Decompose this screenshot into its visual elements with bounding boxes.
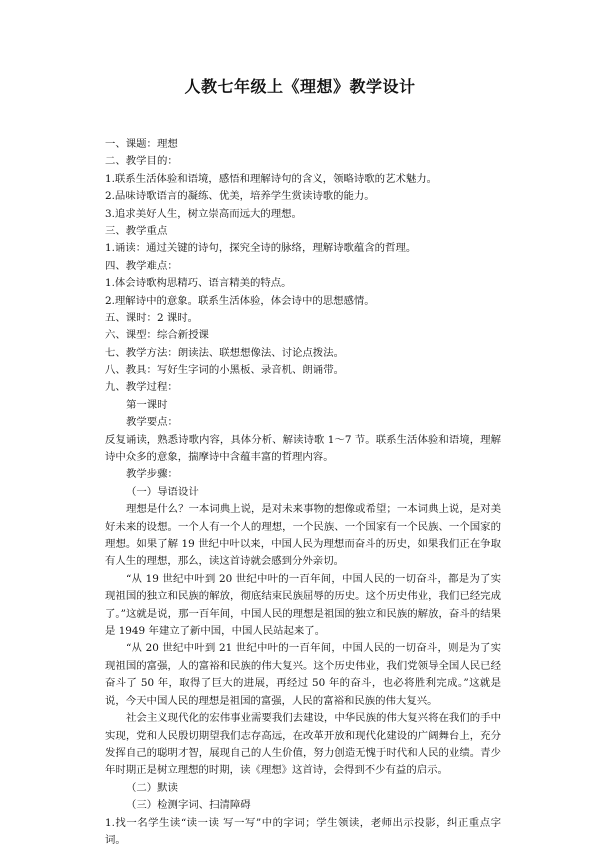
section-teaching-methods: 七、教学方法：朗读法、联想想像法、讨论点拨法。 — [105, 346, 344, 359]
intro-paragraph-1: 理想是什么？一本词典上说，是对未来事物的想像或希望；一本词典上说，是对美好未来的设想。一个人有一个人的理想，一个民族、一个国家有一个民族、一个国家的理想。如果了解 19 世纪中叶以来，中国人民为理想而奋斗的历史，如果我们正在争取有人生的理想，那么，读这首诗就会感到分外亲切。 — [105, 503, 501, 568]
difficulty-item-1: 1.体会诗歌构思精巧、语言精美的特点。 — [105, 277, 292, 290]
lesson-steps-heading: 教学步骤： — [126, 468, 178, 481]
step-intro-heading: （一）导语设计 — [126, 485, 199, 498]
section-teaching-aids: 八、教具：写好生字词的小黑板、录音机、朗诵带。 — [105, 364, 344, 377]
intro-paragraph-3: “从 20 世纪中叶到 21 世纪中叶的一百年间，中国人民的一切奋斗，则是为了实现祖国的富强，人的富裕和民族的伟大复兴。这个历史伟业，我们党领导全国人民已经奋斗了 50 年，取得了巨大的进展，再经过 50 年的奋斗，也必将胜利完成。”这就是说，今天中国人民的理想是祖国的富强，人民的富裕和民族的伟大复兴。 — [105, 642, 501, 707]
document-title: 人教七年级上《理想》教学设计 — [184, 77, 416, 96]
intro-paragraph-2: “从 19 世纪中叶到 20 世纪中叶的一百年间，中国人民的一切奋斗，都是为了实现祖国的独立和民族的解放，彻底结束民族屈辱的历史。这个历史伟业，我们已经完成了。”这就是说，那一百年间，中国人民的理想是祖国的独立和民族的解放，奋斗的结果是 1949 年建立了新中国，中国人民站起来了。 — [105, 572, 501, 638]
intro-paragraph-4: 社会主义现代化的宏伟事业需要我们去建设，中华民族的伟大复兴将在我们的手中实现，党和人民殷切期望我们志存高远，在改革开放和现代化建设的广阔舞台上，充分发挥自己的聪明才智，展现自己的人生价值，努力创造无愧于时代和人民的业绩。青少年时期正是树立理想的时期，读《理想》这首诗，会得到不少有益的启示。 — [105, 712, 501, 777]
section-process-heading: 九、教学过程： — [105, 381, 178, 394]
lesson-points-heading: 教学要点： — [126, 416, 178, 429]
first-lesson-heading: 第一课时 — [126, 398, 168, 411]
section-lesson-type: 六、课型：综合新授课 — [105, 329, 209, 342]
step-silent-reading-heading: （二）默读 — [126, 781, 178, 794]
vocab-step-item-1: 1.找一名学生读“读一读 写一写”中的字词；学生领读，老师出示投影，纠正重点字词。 — [105, 816, 501, 846]
step-vocab-check-heading: （三）检测字词、扫清障碍 — [126, 799, 251, 812]
objective-item-3: 3.追求美好人生，树立崇高而远大的理想。 — [105, 207, 302, 220]
objective-item-1: 1.联系生活体验和语境，感悟和理解诗句的含义，领略诗歌的艺术魅力。 — [105, 172, 438, 185]
document-body — [105, 136, 501, 849]
lesson-points-paragraph: 反复诵读，熟悉诗歌内容，具体分析、解读诗歌 1～7 节。联系生活体验和语境，理解诗中众多的意象，揣摩诗中含蕴丰富的哲理内容。 — [105, 433, 501, 464]
section-key-points-heading: 三、教学重点 — [105, 224, 168, 237]
difficulty-item-2: 2.理解诗中的意象。联系生活体验，体会诗中的思想感情。 — [105, 294, 375, 307]
objective-item-2: 2.品味诗歌语言的凝练、优美，培养学生赏读诗歌的能力。 — [105, 190, 375, 203]
key-point-item-1: 1.诵读：通过关键的诗句，探究全诗的脉络，理解诗歌蕴含的哲理。 — [105, 242, 417, 255]
section-class-hours: 五、课时：2 课时。 — [105, 311, 199, 324]
section-objectives-heading: 二、教学目的： — [105, 155, 178, 168]
section-topic: 一、课题：理想 — [105, 138, 178, 150]
section-difficulties-heading: 四、教学难点： — [105, 259, 178, 272]
